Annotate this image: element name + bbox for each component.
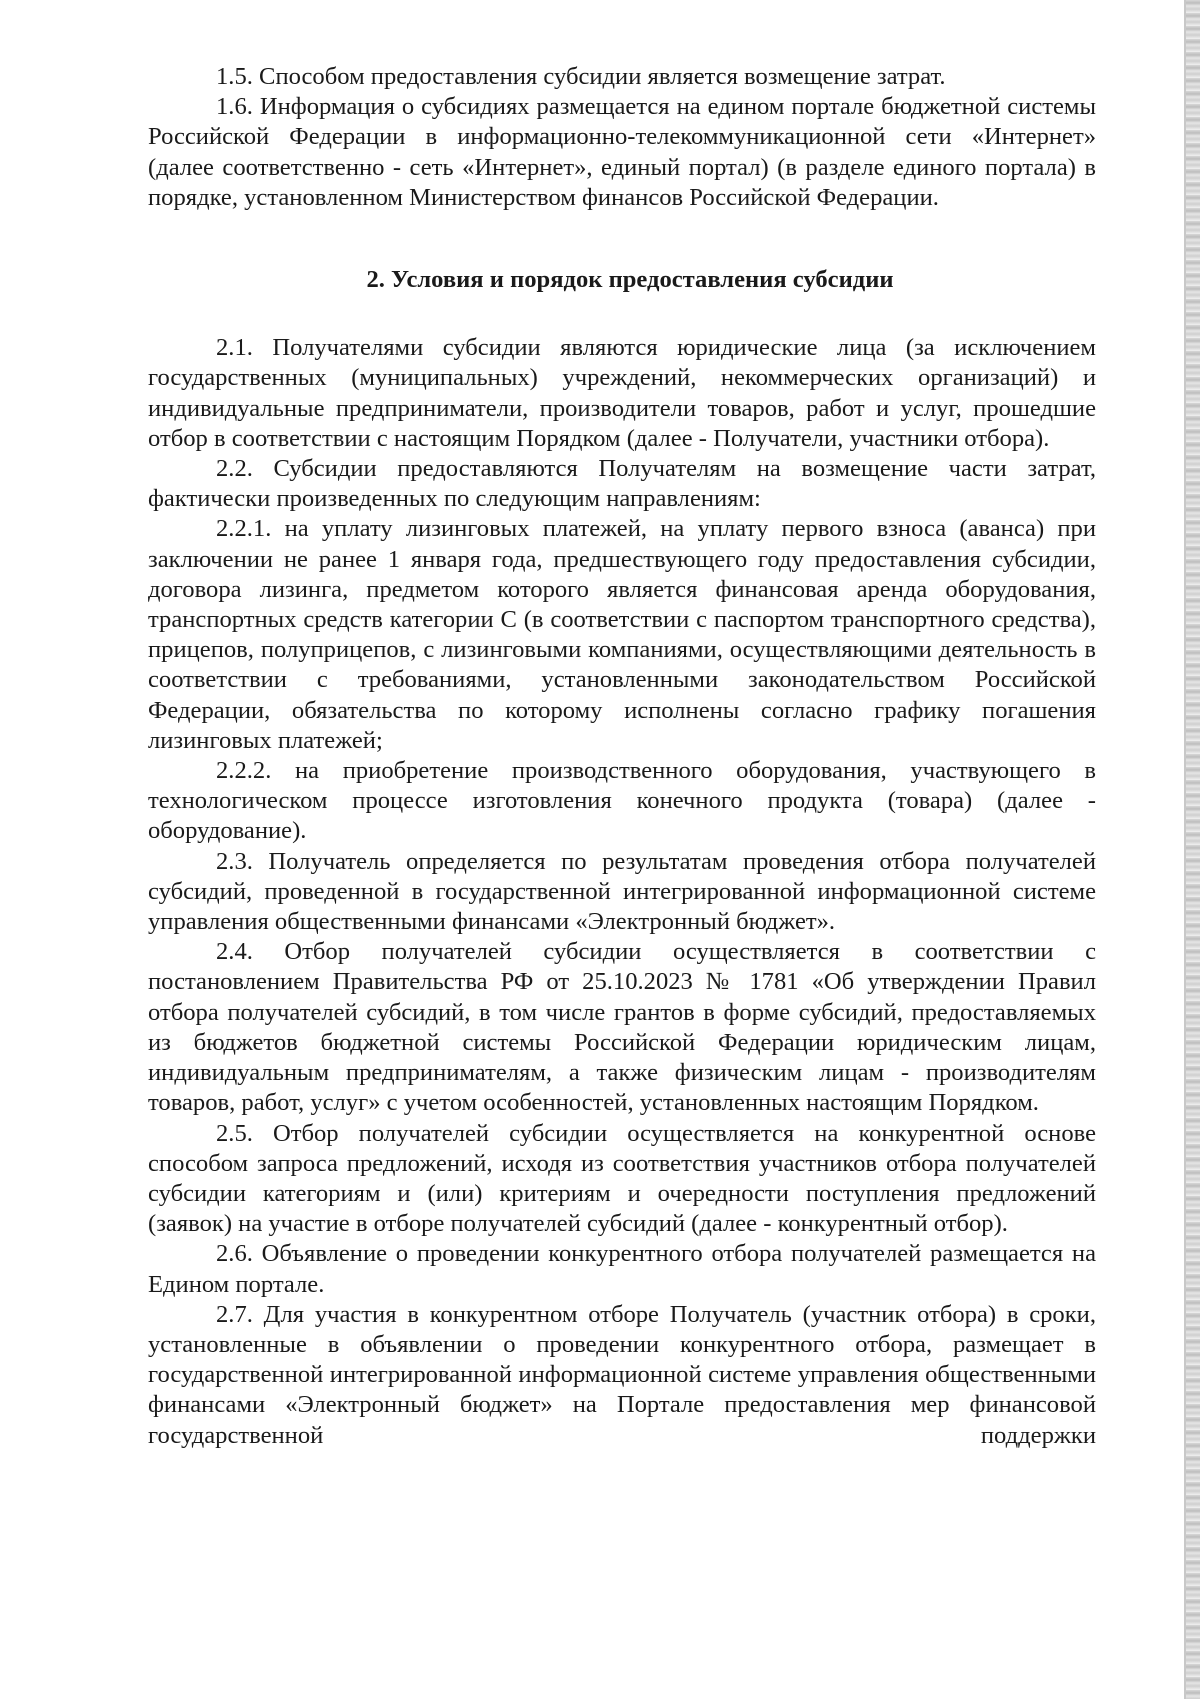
section-2-heading-text: 2. Условия и порядок предоставления субсидии <box>366 266 894 294</box>
document-body <box>148 62 1096 1451</box>
scan-edge <box>1186 0 1200 1699</box>
paragraph-2-2-2: 2.2.2. на приобретение производственного оборудования, участвующего в технологическом процессе изготовления конечного продукта (товара) (далее - оборудование). <box>148 757 1096 845</box>
section-2-heading <box>148 265 1096 295</box>
paragraph-2-5: 2.5. Отбор получателей субсидии осуществляется на конкурентной основе способом запроса предложений, исходя из соответствия участников отбора получателей субсидии категориям и (или) критериям и очередности поступления предложений (заявок) на участие в отборе получателей субсидий (далее - конкурентный отбор). <box>148 1119 1096 1238</box>
paragraph-2-4: 2.4. Отбор получателей субсидии осуществляется в соответствии с постановлением Правительства РФ от 25.10.2023 № 1781 «Об утверждении Правил отбора получателей субсидий, в том числе грантов в форме субсидий, предоставляемых из бюджетов бюджетной системы Российской Федерации юридическим лицам, индивидуальным предпринимателям, а также физическим лицам - производителям товаров, работ, услуг» с учетом особенностей, установленных настоящим Порядком. <box>148 938 1096 1117</box>
paragraph-2-3: 2.3. Получатель определяется по результатам проведения отбора получателей субсидий, проведенной в государственной интегрированной информационной системе управления общественными финансами «Электронный бюджет». <box>148 847 1096 936</box>
paragraph-2-2-1: 2.2.1. на уплату лизинговых платежей, на уплату первого взноса (аванса) при заключении не ранее 1 января года, предшествующего году предоставления субсидии, договора лизинга, предметом которого является финансовая аренда оборудования, транспортных средств категории С (в соответствии с паспортом транспортного средства), прицепов, полуприцепов, с лизинговыми компаниями, осуществляющими деятельность в соответствии с требованиями, установленными законодательством Российской Федерации, обязательства по которому исполнены согласно графику погашения лизинговых платежей; <box>148 515 1096 754</box>
paragraph-2-2: 2.2. Субсидии предоставляются Получателям на возмещение части затрат, фактически произведенных по следующим направлениям: <box>148 455 1096 513</box>
paragraph-2-1: 2.1. Получателями субсидии являются юридические лица (за исключением государственных (муниципальных) учреждений, некоммерческих организаций) и индивидуальные предприниматели, производители товаров, работ и услуг, прошедшие отбор в соответствии с настоящим Порядком (далее - Получатели, участники отбора). <box>148 334 1096 452</box>
paragraph-2-6: 2.6. Объявление о проведении конкурентного отбора получателей размещается на Едином портале. <box>148 1240 1096 1298</box>
paragraph-1-6: 1.6. Информация о субсидиях размещается на едином портале бюджетной системы Российской Федерации в информационно-телекоммуникационной сети «Интернет» (далее соответственно - сеть «Интернет», единый портал) (в разделе единого портала) в порядке, установленном Министерством финансов Российской Федерации. <box>148 93 1096 211</box>
paragraph-1-5: 1.5. Способом предоставления субсидии является возмещение затрат. <box>216 63 946 90</box>
paragraph-2-7: 2.7. Для участия в конкурентном отборе Получатель (участник отбора) в сроки, установленные в объявлении о проведении конкурентного отбора, размещает в государственной интегрированной информационной системе управления общественными финансами «Электронный бюджет» на Портале предоставления мер финансовой государственной поддержки <box>148 1300 1096 1449</box>
